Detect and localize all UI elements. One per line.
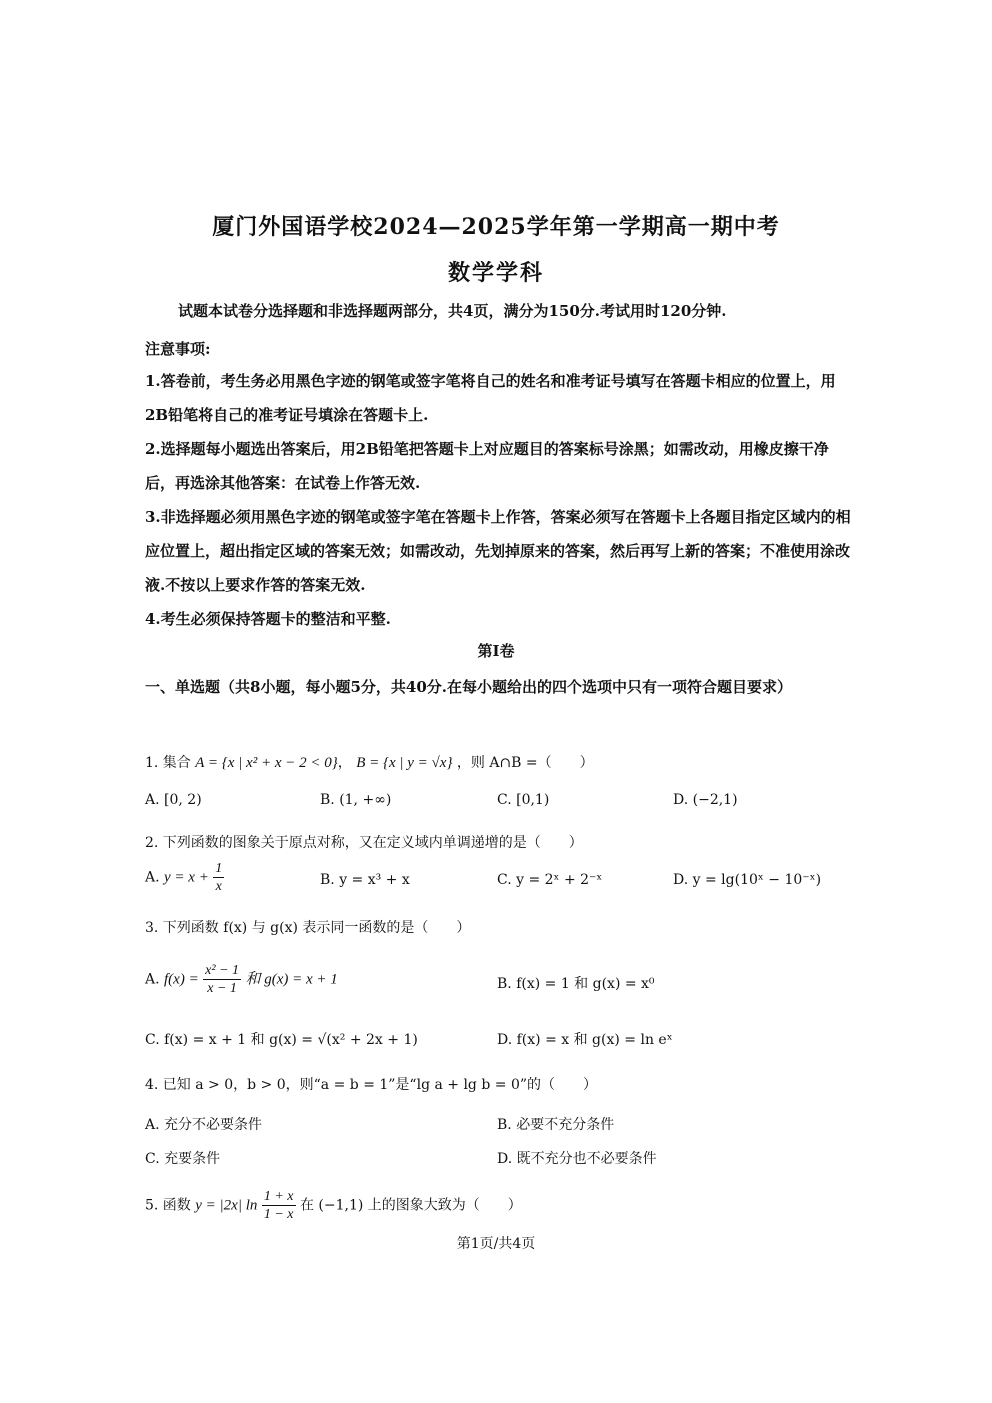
q3-opt-a-post: 和 g(x) = x + 1 — [245, 971, 338, 988]
q1-ask: ，则 A∩B =（ ） — [456, 755, 594, 771]
q3-opt-a-numerator: x² − 1 — [205, 963, 240, 978]
q2-opt-a-numerator: 1 — [215, 861, 223, 876]
section-title: 第I卷 — [477, 642, 515, 660]
q5-post: 在 (−1,1) 上的图象大致为（ ） — [299, 1197, 522, 1214]
q2-option-b[interactable]: B. y = x³ + x — [320, 872, 410, 888]
note-item-2: 2.选择题每小题选出答案后，用2B铅笔把答题卡上对应题目的答案标号涂黑；如需改动，用橡皮擦干净后，再选涂其他答案：在试卷上作答无效. — [145, 440, 829, 492]
q1-set-b: B = {x | y = √x} — [356, 755, 453, 771]
q3-opt-a-denominator: x − 1 — [207, 981, 237, 996]
q4-option-b[interactable]: B. 必要不充分条件 — [497, 1117, 615, 1133]
question-3-stem: 3. 下列函数 f(x) 与 g(x) 表示同一函数的是（ ） — [145, 920, 471, 936]
q1-option-c[interactable]: C. [0,1) — [497, 792, 550, 808]
q1-option-a[interactable]: A. [0, 2) — [145, 792, 202, 808]
q3-option-c[interactable]: C. f(x) = x + 1 和 g(x) = √(x² + 2x + 1) — [145, 1032, 418, 1048]
notes-heading: 注意事项: — [145, 340, 211, 358]
q3-option-d[interactable]: D. f(x) = x 和 g(x) = ln eˣ — [497, 1032, 673, 1048]
q2-option-c[interactable]: C. y = 2ˣ + 2⁻ˣ — [497, 872, 603, 888]
part-heading: 一、单选题（共8小题，每小题5分，共40分.在每小题给出的四个选项中只有一项符合题目要求） — [145, 678, 792, 696]
q5-pre: y = |2x| ln — [195, 1197, 258, 1214]
note-item-3: 3.非选择题必须用黑色字迹的钢笔或签字笔在答题卡上作答，答案必须写在答题卡上各题目指定区域内的相应位置上，超出指定区域的答案无效；如需改动，先划掉原来的答案，然后再写上新的答案；不准使用涂改液.不按以上要求作答的答案无效. — [145, 508, 851, 594]
q4-option-c[interactable]: C. 充要条件 — [145, 1151, 221, 1167]
q1-set-a: A = {x | x² + x − 2 < 0} — [195, 755, 338, 771]
exam-subtitle: 数学学科 — [447, 260, 544, 286]
q2-opt-a-pre: y = x + — [164, 869, 209, 886]
q2-option-a[interactable] — [145, 860, 224, 895]
q5-numerator: 1 + x — [263, 1189, 294, 1204]
q4-option-a[interactable]: A. 充分不必要条件 — [145, 1117, 263, 1133]
q3-opt-a-pre: f(x) = — [164, 971, 199, 988]
question-1-stem — [145, 752, 594, 772]
q3-option-b[interactable]: B. f(x) = 1 和 g(x) = x⁰ — [497, 976, 655, 992]
q5-denominator: 1 − x — [263, 1207, 294, 1222]
note-item-4: 4.考生必须保持答题卡的整洁和平整. — [145, 610, 391, 628]
q2-opt-a-denominator: x — [215, 879, 222, 894]
q1-option-b[interactable]: B. (1, +∞) — [320, 792, 392, 808]
question-4-stem: 4. 已知 a > 0，b > 0，则“a = b = 1”是“lg a + lg b = 0”的（ ） — [145, 1077, 598, 1093]
question-2-stem: 2. 下列函数的图象关于原点对称，又在定义域内单调递增的是（ ） — [145, 835, 583, 851]
q2-opt-a-label: A. — [145, 869, 160, 886]
q2-opt-a-fraction — [213, 860, 224, 895]
q3-opt-a-fraction — [203, 962, 241, 997]
q5-prefix: 5. 函数 — [145, 1197, 191, 1214]
q3-opt-a-label: A. — [145, 971, 160, 988]
page-footer: 第1页/共4页 — [456, 1236, 536, 1252]
exam-intro: 试题本试卷分选择题和非选择题两部分，共4页，满分为150分.考试用时120分钟. — [178, 302, 727, 320]
q1-sep: ， — [337, 755, 352, 771]
question-5-stem — [145, 1188, 522, 1223]
q2-option-d[interactable]: D. y = lg(10ˣ − 10⁻ˣ) — [673, 872, 822, 888]
note-item-1: 1.答卷前，考生务必用黑色字迹的钢笔或签字笔将自己的姓名和准考证号填写在答题卡相应的位置上，用2B铅笔将自己的准考证号填涂在答题卡上. — [145, 372, 836, 424]
q3-option-a[interactable] — [145, 962, 338, 997]
q5-fraction — [262, 1188, 296, 1223]
q1-option-d[interactable]: D. (−2,1) — [673, 792, 738, 808]
q4-option-d[interactable]: D. 既不充分也不必要条件 — [497, 1151, 657, 1167]
exam-title: 厦门外国语学校2024—2025学年第一学期高一期中考 — [212, 214, 780, 240]
q1-prefix: 1. 集合 — [145, 755, 191, 771]
